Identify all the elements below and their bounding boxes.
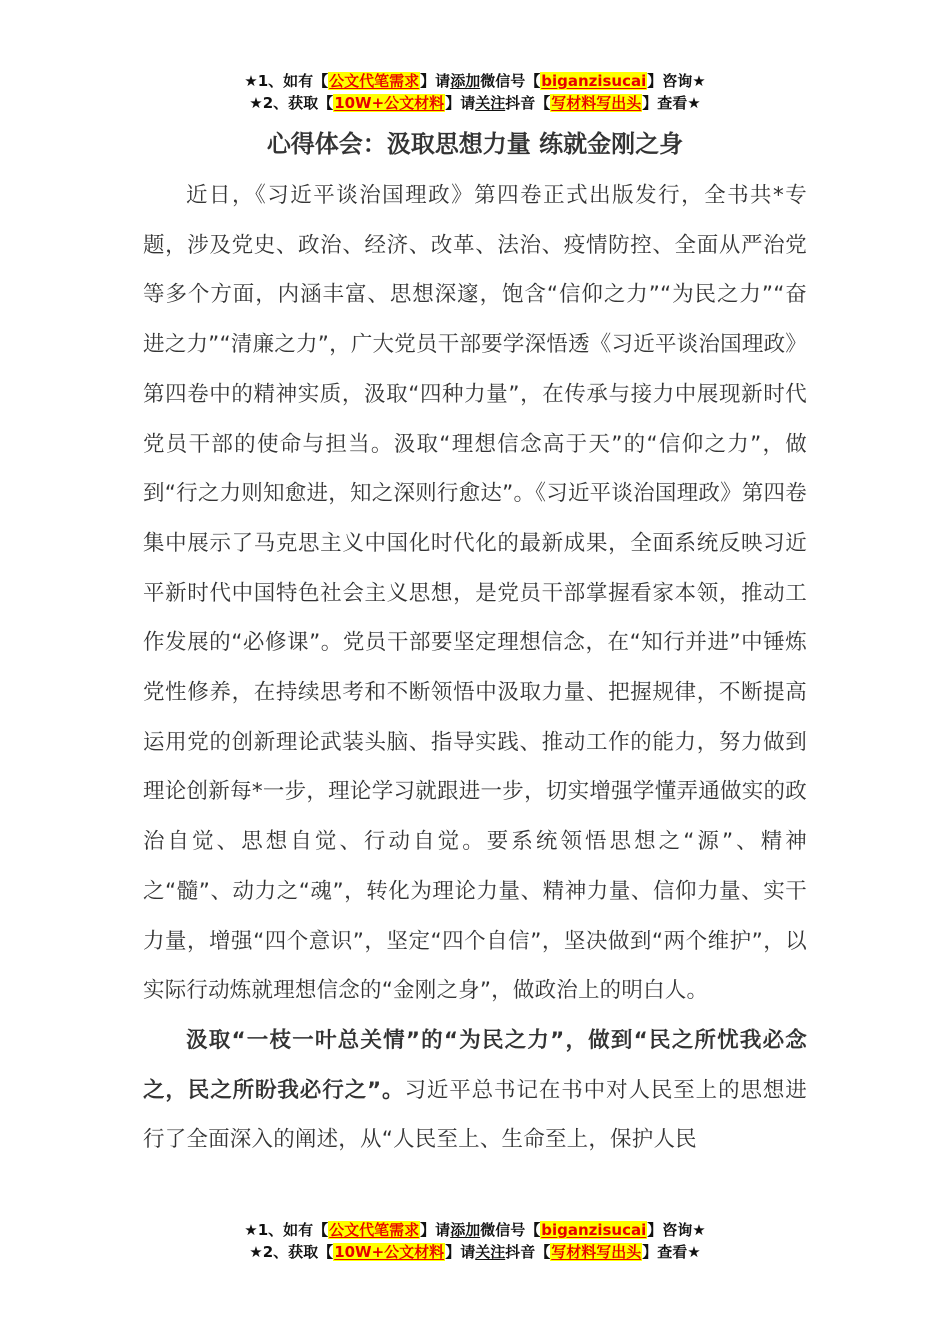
- document-body: [143, 171, 807, 1165]
- banner-text: 】咨询★: [647, 1221, 706, 1239]
- banner-line-1: [0, 70, 950, 92]
- header-banner: [0, 70, 950, 114]
- banner-text: 】查看★: [642, 94, 701, 112]
- banner-underlined: 关注: [475, 94, 506, 112]
- banner-text: 】请: [420, 1221, 451, 1239]
- banner-highlight: biganzisucai: [541, 72, 647, 90]
- paragraph-text: 习近平总书记在书中对人民至上的思想进行了全面深入的阐述，从“人民至上、生命至上，保护人民: [143, 1077, 807, 1153]
- banner-highlight: 写材料写出头: [551, 94, 642, 112]
- banner-highlight: 公文代笔需求: [329, 1221, 420, 1239]
- banner-text: 】请: [445, 94, 476, 112]
- banner-text: 微信号【: [480, 1221, 541, 1239]
- banner-text: ★2、获取【: [249, 94, 334, 112]
- banner-text: 】请: [445, 1243, 476, 1261]
- banner-text: ★1、如有【: [244, 1221, 329, 1239]
- document-title: 心得体会：汲取思想力量 练就金刚之身: [266, 130, 684, 158]
- paragraph: 近日，《习近平谈治国理政》第四卷正式出版发行，全书共*专题，涉及党史、政治、经济、改革、法治、疫情防控、全面从严治党等多个方面，内涵丰富、思想深邃，饱含“信仰之力”“为民之力”“奋进之力”“清廉之力”，广大党员干部要学深悟透《习近平谈治国理政》第四卷中的精神实质，汲取“四种力量”，在传承与接力中展现新时代党员干部的使命与担当。汲取“理想信念高于天”的“信仰之力”，做到“行之力则知愈进，知之深则行愈达”。《习近平谈治国理政》第四卷集中展示了马克思主义中国化时代化的最新成果，全面系统反映习近平新时代中国特色社会主义思想，是党员干部掌握看家本领，推动工作发展的“必修课”。党员干部要坚定理想信念，在“知行并进”中锤炼党性修养，在持续思考和不断领悟中汲取力量、把握规律，不断提高运用党的创新理论武装头脑、指导实践、推动工作的能力，努力做到理论创新每*一步，理论学习就跟进一步，切实增强学懂弄通做实的政治自觉、思想自觉、行动自觉。要系统领悟思想之“源”、精神之“髓”、动力之“魂”，转化为理论力量、精神力量、信仰力量、实干力量，增强“四个意识”，坚定“四个自信”，坚决做到“两个维护”，以实际行动炼就理想信念的“金刚之身”，做政治上的明白人。: [143, 183, 807, 1004]
- footer-banner: [0, 1219, 950, 1263]
- banner-text: 】请: [420, 72, 451, 90]
- banner-highlight: biganzisucai: [541, 1221, 647, 1239]
- banner-underlined: 关注: [475, 1243, 506, 1261]
- banner-highlight: 公文代笔需求: [329, 72, 420, 90]
- banner-underlined: 添加: [450, 1221, 481, 1239]
- banner-highlight: 写材料写出头: [551, 1243, 642, 1261]
- banner-highlight: 10W+公文材料: [334, 94, 445, 112]
- banner-underlined: 添加: [450, 72, 481, 90]
- banner-line-2: [0, 1241, 950, 1263]
- paragraph-lead-bold: 汲取“一枝一叶总关情”的“为民之力”，做到“民之所忧我必念之，民之所盼我必行之”。: [143, 1027, 807, 1103]
- banner-text: 抖音【: [505, 1243, 551, 1261]
- banner-text: 抖音【: [505, 94, 551, 112]
- banner-line-2: [0, 92, 950, 114]
- banner-highlight: 10W+公文材料: [334, 1243, 445, 1261]
- banner-text: 】咨询★: [647, 72, 706, 90]
- banner-text: 微信号【: [480, 72, 541, 90]
- banner-text: ★1、如有【: [244, 72, 329, 90]
- paragraph: [143, 1016, 807, 1165]
- banner-text: 】查看★: [642, 1243, 701, 1261]
- banner-line-1: [0, 1219, 950, 1241]
- banner-text: ★2、获取【: [249, 1243, 334, 1261]
